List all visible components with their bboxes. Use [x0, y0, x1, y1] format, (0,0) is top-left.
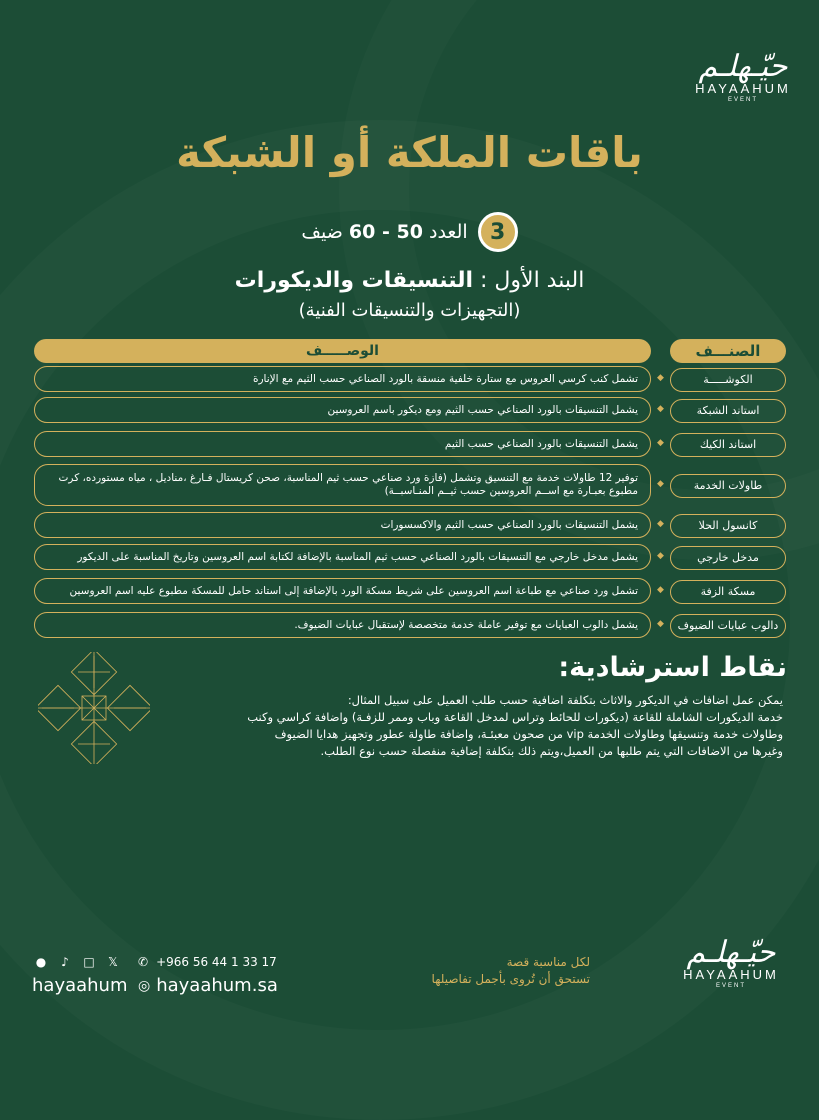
table-row-category: كانسول الحلا	[670, 514, 786, 538]
row-divider-diamond-icon: ◆	[657, 404, 664, 414]
phone-number: +966 56 44 1 33 17	[156, 955, 277, 969]
table-row-description: يشمل مدخل خارجي مع التنسيقات بالورد الصناعي حسب ثيم المناسبة بالإضافة لكتابة اسم العروسين وتاريخ المناسبة على الديكور	[34, 544, 651, 570]
website-text: hayaahum.sa	[156, 975, 278, 996]
table-header-description: الوصـــــف	[34, 339, 651, 363]
x-icon[interactable]: 𝕏	[108, 955, 118, 969]
table-row-description: توفير 12 طاولات خدمة مع التنسيق وتشمل (فازة ورد صناعي حسب ثيم المناسبة، صحن كريستال فـارغ ،مناديل ، مياه مستورده، كرت مطبوع بعبـارة مع اســم العروسين حسب ثيــم المنـاسبــة)	[34, 464, 651, 506]
social-icons	[34, 955, 120, 969]
logo-arabic: حيّـهلـم	[686, 935, 776, 970]
section-label: البند الأول :	[480, 268, 585, 293]
table-row-category: دالوب عبايات الضيوف	[670, 614, 786, 638]
guest-count-text	[301, 221, 467, 243]
table-row-description: تشمل كنب كرسي العروس مع ستارة خلفية منسقة بالورد الصناعي حسب الثيم مع الإنارة	[34, 366, 651, 392]
table-row-category: مسكة الزفة	[670, 580, 786, 604]
row-divider-diamond-icon: ◆	[657, 373, 664, 383]
page-title: باقات الملكة أو الشبكة	[176, 128, 643, 177]
section-name: التنسيقات والديكورات	[234, 268, 474, 293]
guest-count	[0, 212, 819, 252]
table-row-description: يشمل دالوب العبايات مع توفير عاملة خدمة متخصصة لإستقبال عبايات الضيوف.	[34, 612, 651, 638]
count-unit: ضيف	[301, 221, 343, 243]
notes-line: يمكن عمل اضافات في الديكور والاثاث بتكلفة اضافية حسب طلب العميل على سبيل المثال:	[347, 693, 783, 707]
brand-logo-top	[695, 49, 791, 104]
row-divider-diamond-icon: ◆	[657, 551, 664, 561]
row-divider-diamond-icon: ◆	[657, 479, 664, 489]
tagline-line-1: لكل مناسبة قصة	[506, 955, 590, 969]
table-row-category: الكوشـــــة	[670, 368, 786, 392]
section-subtitle: (التجهيزات والتنسيقات الفنية)	[298, 300, 521, 321]
package-number-badge: 3	[478, 212, 518, 252]
notes-title: نقاط استرشادية:	[558, 652, 787, 683]
notes-line: خدمة الديكورات الشاملة للقاعة (ديكورات للحائط وتراس لمدخل القاعة وباب وممر للزفـة) واضافة كراسي وكنب	[247, 710, 783, 724]
logo-latin: HAYAAHUM	[683, 967, 779, 982]
table-header-category: الصنـــف	[670, 339, 786, 363]
social-handle[interactable]: hayaahum	[32, 975, 128, 996]
website-link[interactable]	[138, 975, 278, 996]
notes-line: وطاولات خدمة وتنسيقها وطاولات الخدمة vip من صحون معبئـة، واضافة طاولة عطور وتجهيز هدايا الضيوف	[274, 727, 783, 741]
row-divider-diamond-icon: ◆	[657, 585, 664, 595]
table-row-description: تشمل ورد صناعي مع طباعة اسم العروسين على شريط مسكة الورد بالإضافة إلى استاند حامل للمسكة مطبوع عليه اسم العروسين	[34, 578, 651, 604]
table-row-category: مدخل خارجي	[670, 546, 786, 570]
instagram-icon[interactable]: □	[83, 955, 95, 969]
phone-contact[interactable]	[138, 955, 277, 969]
notes-body	[223, 692, 783, 760]
tagline-line-2: تستحق أن تُروى بأجمل تفاصيلها	[431, 972, 590, 986]
logo-event: EVENT	[727, 97, 758, 103]
row-divider-diamond-icon: ◆	[657, 619, 664, 629]
notes-line: وغيرها من الاضافات التي يتم طلبها من العميل،ويتم ذلك بتكلفة إضافية منفصلة حسب نوع الطلب.	[320, 744, 783, 758]
logo-event: EVENT	[715, 983, 746, 989]
table-row-description: يشمل التنسيقات بالورد الصناعي حسب الثيم ومع ديكور باسم العروسين	[34, 397, 651, 423]
geometric-ornament-icon	[38, 652, 150, 764]
tiktok-icon[interactable]: ♪	[61, 955, 69, 969]
count-prefix: العدد	[429, 221, 468, 243]
table-row-description: يشمل التنسيقات بالورد الصناعي حسب الثيم والاكسسورات	[34, 512, 651, 538]
row-divider-diamond-icon: ◆	[657, 438, 664, 448]
table-row-category: طاولات الخدمة	[670, 474, 786, 498]
count-range: 50 - 60	[348, 221, 423, 243]
section-title	[0, 268, 819, 293]
logo-latin: HAYAAHUM	[695, 81, 791, 96]
snapchat-icon[interactable]: ●	[35, 955, 47, 969]
row-divider-diamond-icon: ◆	[657, 519, 664, 529]
table-row-category: استاند الشبكة	[670, 399, 786, 423]
table-row-category: استاند الكيك	[670, 433, 786, 457]
footer-tagline	[380, 954, 590, 988]
logo-arabic: حيّـهلـم	[698, 49, 788, 84]
phone-icon: ✆	[138, 955, 149, 969]
table-row-description: يشمل التنسيقات بالورد الصناعي حسب الثيم	[34, 431, 651, 457]
globe-icon: ◎	[138, 977, 151, 994]
brand-logo-bottom	[683, 935, 779, 990]
